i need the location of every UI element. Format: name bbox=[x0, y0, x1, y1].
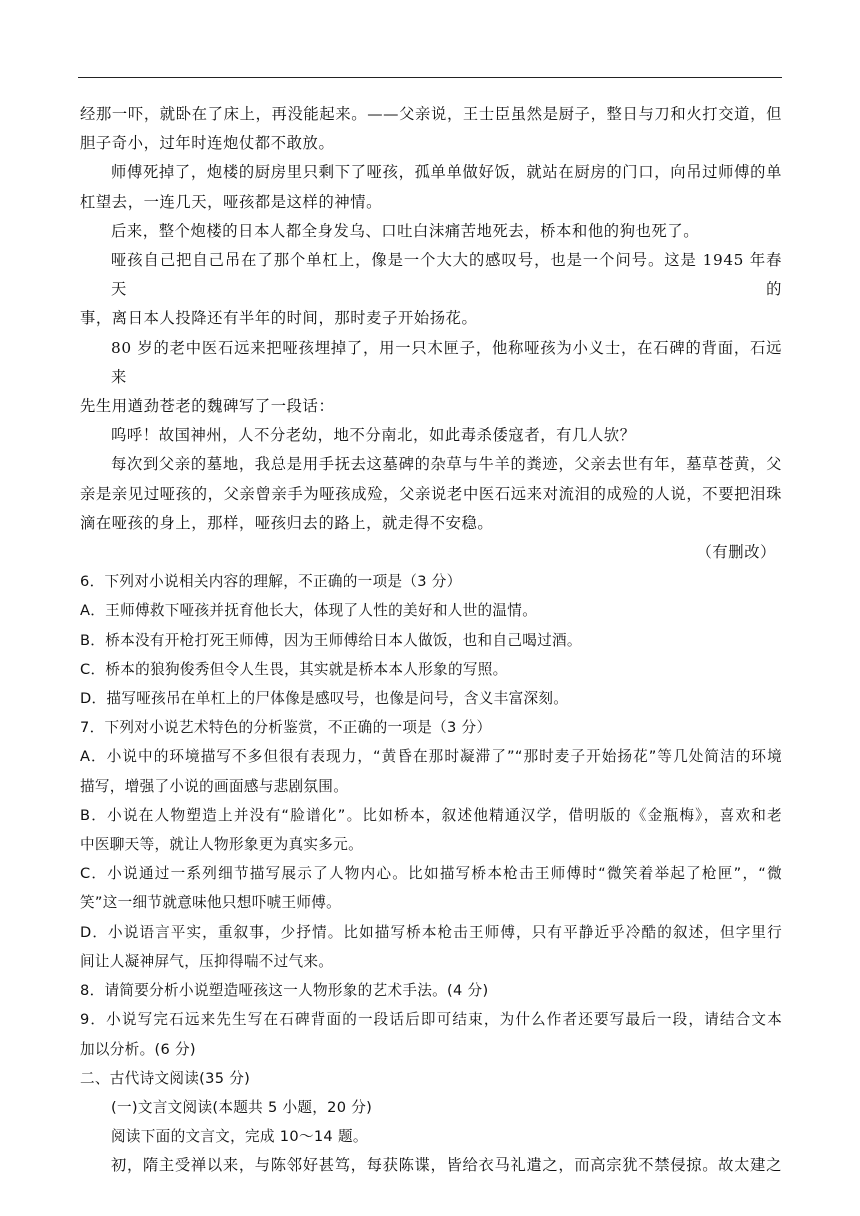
header-rule bbox=[78, 77, 782, 78]
passage-line: 后来，整个炮楼的日本人都全身发乌、口吐白沫痛苦地死去，桥本和他的狗也死了。 bbox=[111, 221, 700, 240]
passage bbox=[80, 100, 782, 567]
option-c: C．桥本的狼狗俊秀但令人生畏，其实就是桥本本人形象的写照。 bbox=[80, 660, 508, 678]
option-a: A．小说中的环境描写不多但很有表现力，“黄昏在那时凝滞了”“那时麦子开始扬花”等几处简洁的环境 bbox=[80, 748, 782, 766]
passage-line: 经那一吓，就卧在了床上，再没能起来。——父亲说，王士臣虽然是厨子，整日与刀和火打交道，但 bbox=[80, 105, 782, 123]
option-b: B．桥本没有开枪打死王师傅，因为王师傅给日本人做饭，也和自己喝过酒。 bbox=[80, 631, 582, 649]
passage-line: 呜呼！故国神州，人不分老幼，地不分南北，如此毒杀倭寇者，有几人欤？ bbox=[111, 426, 636, 445]
passage-line: 胆子奇小，过年时连炮仗都不敢放。 bbox=[80, 134, 335, 153]
question-stem: 9．小说写完石远来先生写在石碑背面的一段话后即可结束，为什么作者还要写最后一段，请结合文本 bbox=[80, 1011, 782, 1029]
passage-line: 事，离日本人投降还有半年的时间，那时麦子开始扬花。 bbox=[80, 309, 478, 328]
option-d-cont: 间让人凝神屏气，压抑得喘不过气来。 bbox=[80, 952, 334, 970]
option-d: D．描写哑孩吊在单杠上的尸体像是感叹号，也像是问号，含义丰富深刻。 bbox=[80, 690, 569, 708]
passage-line: 师傅死掉了，炮楼的厨房里只剩下了哑孩，孤单单做好饭，就站在厨房的门口，向吊过师傅的单 bbox=[111, 163, 782, 182]
passage-line: 80 岁的老中医石远来把哑孩埋掉了，用一只木匣子，他称哑孩为小义士，在石碑的背面，石远来 bbox=[111, 338, 782, 386]
section-title: 二、古代诗文阅读(35 分) bbox=[80, 1069, 251, 1087]
question-stem: 7．下列对小说艺术特色的分析鉴赏，不正确的一项是（3 分） bbox=[80, 719, 492, 737]
question-9 bbox=[80, 1005, 782, 1063]
question-stem: 6．下列对小说相关内容的理解，不正确的一项是（3 分） bbox=[80, 573, 462, 591]
question-stem-cont: 加以分析。(6 分) bbox=[80, 1040, 196, 1058]
option-c: C．小说通过一系列细节描写展示了人物内心。比如描写桥本枪击王师傅时“微笑着举起了枪匣”，“微 bbox=[80, 865, 782, 883]
subsection-title: (一)文言文阅读(本题共 5 小题，20 分) bbox=[111, 1098, 373, 1116]
option-b: B．小说在人物塑造上并没有“脸谱化”。比如桥本，叙述他精通汉学，借明版的《金瓶梅》，喜欢和老 bbox=[80, 806, 782, 824]
source-note: （有删改） bbox=[696, 543, 776, 562]
passage-line: 滴在哑孩的身上，那样，哑孩归去的路上，就走得不安稳。 bbox=[80, 513, 494, 532]
option-c-cont: 笑”这一细节就意味他只想吓唬王师傅。 bbox=[80, 894, 342, 912]
option-a-cont: 描写，增强了小说的画面感与悲剧氛围。 bbox=[80, 777, 349, 795]
passage-line: 亲是亲见过哑孩的，父亲曾亲手为哑孩成殓，父亲说老中医石远来对流泪的成殓的人说，不要把泪珠 bbox=[80, 484, 782, 503]
question-7 bbox=[80, 713, 782, 976]
passage-line: 杠望去，一连几天，哑孩都是这样的神情。 bbox=[80, 192, 383, 211]
instruction: 阅读下面的文言文，完成 10～14 题。 bbox=[111, 1128, 368, 1146]
option-b-cont: 中医聊天等，就让人物形象更为真实多元。 bbox=[80, 836, 363, 854]
classical-text-line: 初，隋主受禅以来，与陈邻好甚笃，每获陈谍，皆给衣马礼遣之，而高宗犹不禁侵掠。故太建之 bbox=[111, 1156, 782, 1175]
question-6 bbox=[80, 567, 782, 713]
option-d: D．小说语言平实，重叙事，少抒情。比如描写桥本枪击王师傅，只有平静近乎冷酷的叙述，但字里行 bbox=[80, 923, 782, 941]
section-2 bbox=[80, 1064, 782, 1181]
passage-line: 先生用遒劲苍老的魏碑写了一段话： bbox=[80, 397, 335, 416]
passage-line: 每次到父亲的墓地，我总是用手抚去这墓碑的杂草与牛羊的粪迹，父亲去世有年，墓草苍黄，父 bbox=[111, 455, 782, 474]
option-a: A．王师傅救下哑孩并抚育他长大，体现了人性的美好和人世的温情。 bbox=[80, 602, 538, 620]
exam-page bbox=[80, 100, 782, 1181]
question-8: 8．请简要分析小说塑造哑孩这一人物形象的艺术手法。(4 分) bbox=[80, 982, 489, 1000]
passage-line: 哑孩自己把自己吊在了那个单杠上，像是一个大大的感叹号，也是一个问号。这是 1945 年春天的 bbox=[111, 251, 782, 299]
